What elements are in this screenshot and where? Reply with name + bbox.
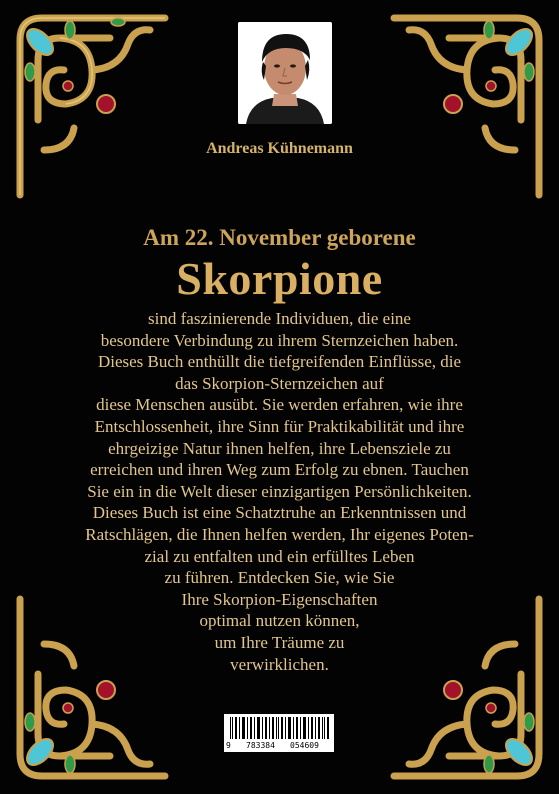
- blurb-line: verwirklichen.: [230, 654, 329, 674]
- blurb-line: sind faszinierende Individuen, die eine: [148, 309, 411, 328]
- barcode-digit-first: 9: [226, 741, 231, 750]
- isbn-barcode: [224, 714, 334, 752]
- ornament-graphic: [0, 0, 170, 200]
- blurb-line: Dieses Buch ist eine Schatztruhe an Erkenntnissen und: [92, 503, 467, 523]
- blurb-line: Dieses Buch enthüllt die tiefgreifenden Einflüsse, die: [97, 352, 462, 372]
- blurb-line: um Ihre Träume zu: [214, 632, 345, 652]
- blurb-line: Ihre Skorpion-Eigenschaften: [181, 589, 378, 609]
- author-portrait-graphic: [238, 22, 332, 124]
- blurb-line: Ratschlägen, die Ihnen helfen werden, Ihr eigenes Poten-: [85, 524, 474, 544]
- blurb-line: Entschlossenheit, ihre Sinn für Praktikabilität und ihre: [94, 416, 465, 436]
- blurb-line: besondere Verbindung zu ihrem Sternzeichen haben.: [100, 330, 459, 350]
- blurb-line: diese Menschen ausübt. Sie werden erfahren, wie ihre: [96, 395, 463, 415]
- blurb-line: erreichen und ihren Weg zum Erfolg zu ebnen. Tauchen: [90, 460, 469, 480]
- ornament-corner-top-right: [389, 0, 559, 200]
- cover-subtitle: Am 22. November geborene: [143, 225, 416, 250]
- cover-title: Skorpione: [176, 253, 383, 304]
- barcode-digits-group2: 054609: [290, 741, 319, 750]
- barcode-digits: [224, 740, 334, 750]
- ornament-corner-top-left: [0, 0, 170, 200]
- author-photo: [238, 22, 332, 124]
- blurb-line: zu führen. Entdecken Sie, wie Sie: [164, 568, 395, 588]
- blurb-line: optimal nutzen können,: [199, 611, 360, 631]
- author-name: Andreas Kühnemann: [206, 140, 353, 157]
- blurb-line: Sie ein in die Welt dieser einzigartigen Persönlichkeiten.: [87, 481, 472, 501]
- barcode-digits-group1: 783384: [246, 741, 275, 750]
- blurb-line: ehrgeizige Natur ihnen helfen, ihre Lebensziele zu: [108, 438, 451, 458]
- blurb-line: zial zu entfalten und ein erfülltes Leben: [144, 546, 415, 566]
- ornament-graphic: [389, 0, 559, 200]
- barcode-bars: [230, 717, 330, 739]
- blurb-line: das Skorpion-Sternzeichen auf: [175, 373, 384, 393]
- blurb-text: [50, 308, 509, 675]
